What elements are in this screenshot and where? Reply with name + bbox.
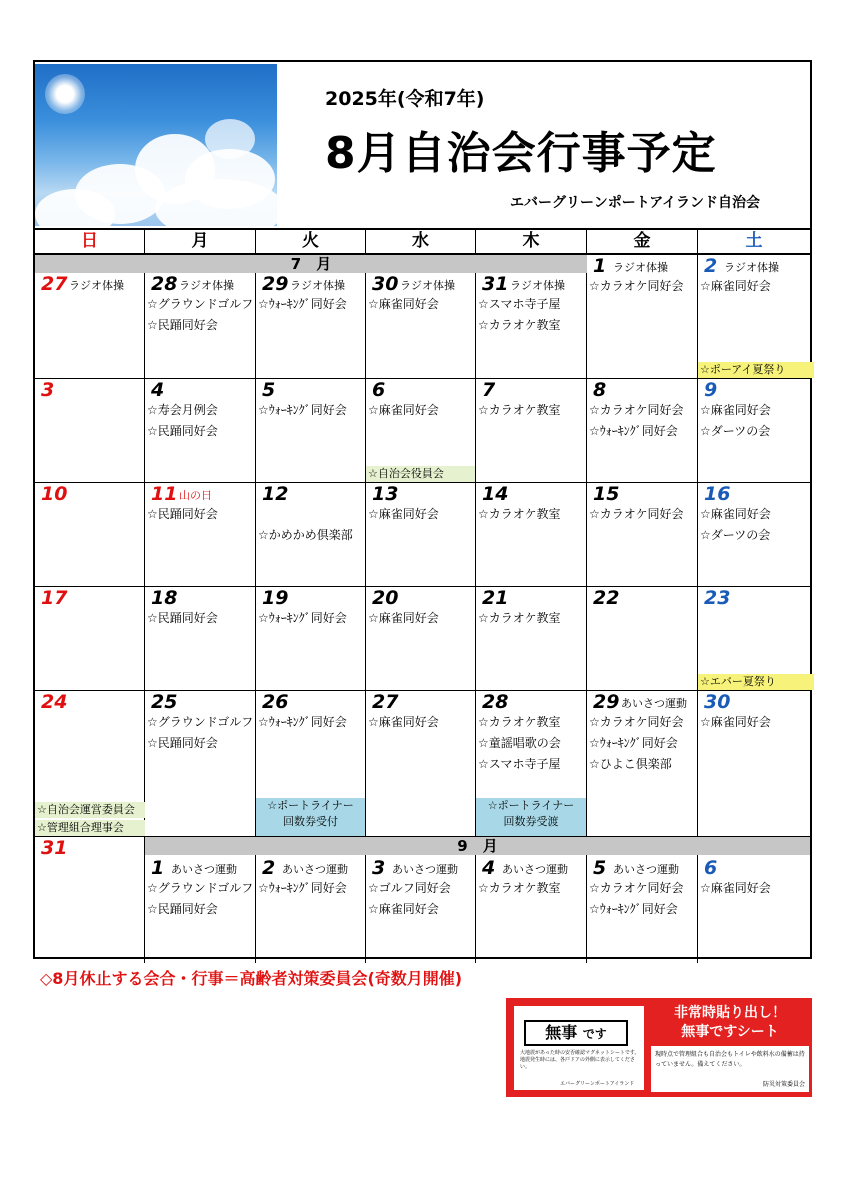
event-item: ☆童謡唱歌の会	[478, 736, 561, 750]
event-item: ☆民踊同好会	[147, 902, 218, 916]
day-cell	[476, 691, 587, 837]
day-cell	[145, 379, 256, 483]
event-item: ☆麻雀同好会	[368, 611, 439, 625]
day-cell	[145, 255, 256, 379]
event-item: ☆麻雀同好会	[700, 715, 771, 729]
event-item: ☆麻雀同好会	[700, 507, 771, 521]
day-number: 31	[41, 837, 68, 859]
day-number: 12	[262, 483, 289, 505]
event-item: ☆ひよこ倶楽部	[589, 757, 672, 771]
meeting-note: ☆管理組合理事会	[35, 820, 145, 836]
day-cell	[35, 837, 145, 963]
event-item: ☆カラオケ同好会	[589, 881, 684, 895]
day-number: 25	[151, 691, 178, 713]
event-item: ☆ｳｫｰｷﾝｸﾞ同好会	[589, 736, 678, 750]
event-item: ☆民踊同好会	[147, 424, 218, 438]
event-item: ☆ダーツの会	[700, 528, 771, 542]
day-cell	[587, 587, 698, 691]
day-tag: ラジオ体操	[510, 279, 565, 292]
day-number: 13	[372, 483, 399, 505]
day-cell	[35, 587, 145, 691]
event-item: ☆民踊同好会	[147, 736, 218, 750]
day-cell	[587, 691, 698, 837]
day-tag: あいさつ運動	[502, 863, 568, 876]
day-cell	[145, 587, 256, 691]
day-cell	[256, 379, 366, 483]
day-number: 4	[482, 857, 496, 879]
day-number: 28	[482, 691, 509, 713]
portliner-line: 回数券受付	[283, 815, 338, 828]
event-item: ☆スマホ寺子屋	[478, 757, 561, 771]
event-item: ☆麻雀同好会	[368, 902, 439, 916]
weekday-header: 木	[476, 228, 587, 255]
event-item: ☆ｳｫｰｷﾝｸﾞ同好会	[258, 403, 347, 417]
day-cell	[256, 255, 366, 379]
day-cell	[35, 691, 145, 837]
day-number: 28	[151, 273, 178, 295]
day-cell	[698, 379, 810, 483]
page-title: 8月自治会行事予定	[325, 128, 717, 179]
event-item: ☆麻雀同好会	[700, 403, 771, 417]
day-cell	[256, 483, 366, 587]
day-number: 19	[262, 587, 289, 609]
event-item: ☆カラオケ同好会	[589, 403, 684, 417]
event-item: ☆カラオケ同好会	[589, 715, 684, 729]
day-cell	[35, 379, 145, 483]
event-item: ☆カラオケ教室	[478, 507, 561, 521]
day-cell	[366, 483, 476, 587]
day-cell	[476, 379, 587, 483]
day-number: 21	[482, 587, 509, 609]
day-number: 9	[704, 379, 718, 401]
day-number: 16	[704, 483, 731, 505]
day-number: 15	[593, 483, 620, 505]
magnet-big-text: 無事	[545, 1023, 578, 1042]
day-number: 6	[704, 857, 718, 879]
portliner-line: 回数券受渡	[503, 815, 559, 828]
year-label: 2025年(令和7年)	[325, 88, 485, 110]
day-number: 29	[262, 273, 289, 295]
event-highlight: ☆自治会役員会	[366, 466, 475, 482]
magnet-sheet-image	[514, 1006, 644, 1090]
day-cell	[698, 837, 810, 963]
day-cell	[366, 255, 476, 379]
day-number: 31	[482, 273, 509, 295]
day-number: 30	[372, 273, 399, 295]
sheet-title-line1: 非常時貼り出し！	[674, 1005, 786, 1021]
event-item: ☆ゴルフ同好会	[368, 881, 451, 895]
day-number: 2	[262, 857, 276, 879]
event-item: ☆カラオケ教室	[478, 318, 561, 332]
event-item: ☆ｳｫｰｷﾝｸﾞ同好会	[589, 424, 678, 438]
day-tag: 山の日	[179, 489, 212, 502]
event-item: ☆カラオケ教室	[478, 611, 561, 625]
weekday-header: 土	[698, 228, 810, 255]
day-cell	[698, 587, 810, 691]
event-item: ☆ｳｫｰｷﾝｸﾞ同好会	[258, 881, 347, 895]
magnet-label	[524, 1020, 628, 1046]
day-number: 6	[372, 379, 386, 401]
day-number: 20	[372, 587, 399, 609]
portliner-box	[476, 798, 586, 836]
day-tag: あいさつ運動	[621, 697, 687, 710]
portliner-box	[256, 798, 365, 836]
event-highlight: ☆ポーアイ夏祭り	[698, 362, 814, 378]
day-cell	[256, 837, 366, 963]
event-item: ☆寿会月例会	[147, 403, 218, 417]
day-number: 8	[593, 379, 607, 401]
day-tag: ラジオ体操	[613, 261, 668, 274]
safety-sheet-title	[652, 1004, 808, 1042]
day-tag: ラジオ体操	[724, 261, 779, 274]
event-item: ☆麻雀同好会	[700, 279, 771, 293]
day-tag: ラジオ体操	[400, 279, 455, 292]
day-number: 10	[41, 483, 68, 505]
event-highlight: ☆エバー夏祭り	[698, 674, 814, 690]
day-tag: あいさつ運動	[171, 863, 237, 876]
day-cell	[366, 379, 476, 483]
day-cell	[366, 587, 476, 691]
weekday-header: 月	[145, 228, 256, 255]
event-item: ☆麻雀同好会	[368, 507, 439, 521]
day-number: 1	[593, 255, 607, 277]
month-bar-july: 7 月	[35, 255, 587, 273]
day-number: 24	[41, 691, 68, 713]
day-number: 14	[482, 483, 509, 505]
sky-image	[35, 64, 277, 226]
event-item: ☆カラオケ同好会	[589, 279, 684, 293]
day-number: 29	[593, 691, 620, 713]
day-tag: ラジオ体操	[290, 279, 345, 292]
day-cell	[366, 691, 476, 837]
calendar-frame	[33, 60, 812, 959]
day-number: 5	[593, 857, 607, 879]
day-cell	[35, 255, 145, 379]
day-number: 27	[372, 691, 399, 713]
event-item: ☆ダーツの会	[700, 424, 771, 438]
event-item: ☆麻雀同好会	[700, 881, 771, 895]
day-number: 5	[262, 379, 276, 401]
day-number: 26	[262, 691, 289, 713]
day-tag: あいさつ運動	[613, 863, 679, 876]
day-cell	[698, 691, 810, 837]
event-item: ☆グラウンドゴルフ	[147, 297, 254, 311]
day-number: 2	[704, 255, 718, 277]
calendar-header	[35, 62, 810, 230]
weekday-header: 火	[256, 228, 366, 255]
magnet-org: エバーグリーンポートアイランド	[560, 1081, 635, 1087]
meeting-note: ☆自治会運営委員会	[35, 802, 145, 818]
day-tag: あいさつ運動	[282, 863, 348, 876]
event-item: ☆麻雀同好会	[368, 715, 439, 729]
day-cell	[476, 587, 587, 691]
event-item: ☆カラオケ教室	[478, 403, 561, 417]
event-item: ☆民踊同好会	[147, 507, 218, 521]
org-name: エバーグリーンポートアイランド自治会	[510, 195, 761, 211]
magnet-description: 大地震があった時の安否確認マグネットシートです。地震発生時には、各戸ドアの外側に表示してください。	[520, 1050, 640, 1070]
day-cell	[366, 837, 476, 963]
day-number: 22	[593, 587, 620, 609]
day-tag: あいさつ運動	[392, 863, 458, 876]
event-item: ☆かめかめ倶楽部	[258, 528, 353, 542]
sheet-notice-text: 現時点で管理組合も自治会もトイレや飲料水の備蓄は持っていません。備えてください。	[655, 1051, 805, 1068]
sun-icon	[45, 74, 85, 114]
day-tag: ラジオ体操	[69, 279, 124, 292]
weekday-header: 日	[35, 228, 145, 255]
event-item: ☆カラオケ同好会	[589, 507, 684, 521]
day-cell	[256, 587, 366, 691]
day-cell	[145, 483, 256, 587]
event-item: ☆ｳｫｰｷﾝｸﾞ同好会	[589, 902, 678, 916]
day-number: 23	[704, 587, 731, 609]
portliner-line: ☆ポートライナー	[267, 799, 354, 812]
weekday-header: 水	[366, 228, 476, 255]
day-cell	[35, 483, 145, 587]
day-cell	[698, 255, 810, 379]
event-item: ☆民踊同好会	[147, 611, 218, 625]
day-number: 7	[482, 379, 496, 401]
event-item: ☆ｳｫｰｷﾝｸﾞ同好会	[258, 297, 347, 311]
day-number: 3	[41, 379, 55, 401]
day-number: 11	[151, 483, 178, 505]
event-item: ☆ｳｫｰｷﾝｸﾞ同好会	[258, 715, 347, 729]
event-item: ☆麻雀同好会	[368, 297, 439, 311]
day-number: 17	[41, 587, 68, 609]
month-bar-september: 9 月	[145, 837, 810, 855]
day-tag: ラジオ体操	[179, 279, 234, 292]
day-cell	[476, 255, 587, 379]
day-cell	[587, 379, 698, 483]
weekday-header: 金	[587, 228, 698, 255]
event-item: ☆民踊同好会	[147, 318, 218, 332]
day-cell	[476, 483, 587, 587]
sheet-title-line2: 無事ですシート	[681, 1024, 779, 1040]
day-number: 3	[372, 857, 386, 879]
sheet-notice	[651, 1046, 809, 1092]
day-number: 27	[41, 273, 68, 295]
event-item: ☆カラオケ教室	[478, 881, 561, 895]
day-cell	[587, 255, 698, 379]
day-cell	[145, 691, 256, 837]
day-cell	[587, 483, 698, 587]
suspended-events-note: ◇8月休止する会合・行事＝高齢者対策委員会(奇数月開催)	[40, 969, 463, 988]
day-number: 18	[151, 587, 178, 609]
day-cell	[698, 483, 810, 587]
magnet-small-text: です	[582, 1027, 607, 1041]
event-item: ☆グラウンドゴルフ	[147, 881, 254, 895]
portliner-line: ☆ポートライナー	[487, 799, 575, 812]
event-item: ☆カラオケ教室	[478, 715, 561, 729]
event-item: ☆グラウンドゴルフ	[147, 715, 254, 729]
event-item: ☆麻雀同好会	[368, 403, 439, 417]
day-number: 4	[151, 379, 165, 401]
day-number: 30	[704, 691, 731, 713]
sheet-notice-org: 防災対策委員会	[762, 1081, 805, 1088]
day-cell	[145, 837, 256, 963]
day-number: 1	[151, 857, 165, 879]
event-item: ☆スマホ寺子屋	[478, 297, 561, 311]
day-cell	[587, 837, 698, 963]
event-item: ☆ｳｫｰｷﾝｸﾞ同好会	[258, 611, 347, 625]
day-cell	[256, 691, 366, 837]
day-cell	[476, 837, 587, 963]
